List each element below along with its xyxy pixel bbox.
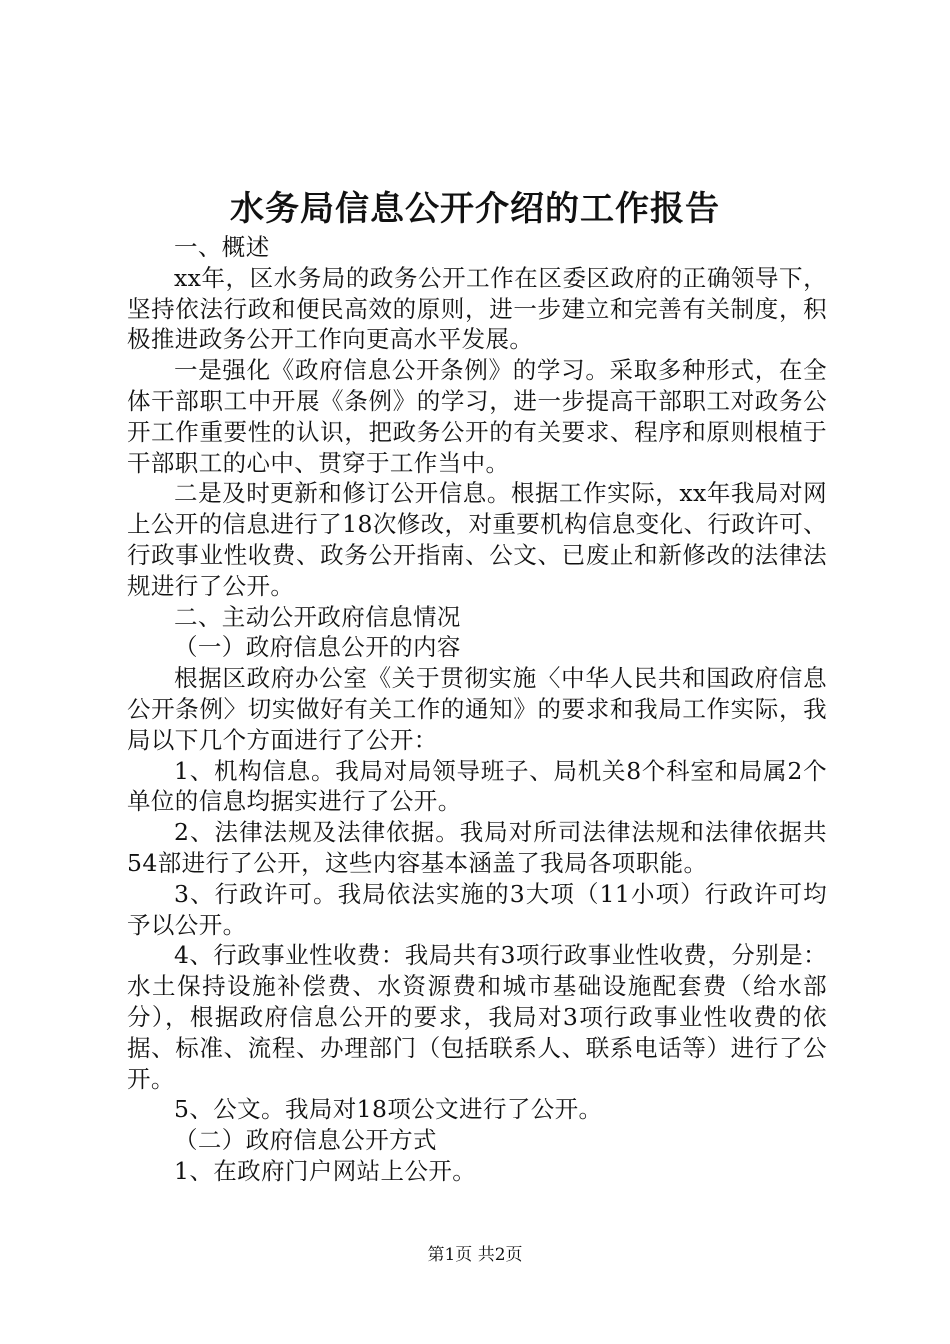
paragraph-overview: xx年，区水务局的政务公开工作在区委区政府的正确领导下，坚持依法行政和便民高效的原则，进一步建立和完善有关制度，积极推进政务公开工作向更高水平发展。 xyxy=(127,263,827,354)
list-item-documents: 5、公文。我局对18项公文进行了公开。 xyxy=(174,1095,603,1124)
document-title: 水务局信息公开介绍的工作报告 xyxy=(230,189,720,229)
subsection-heading-content: （一）政府信息公开的内容 xyxy=(174,633,461,662)
list-item-portal: 1、在政府门户网站上公开。 xyxy=(174,1156,477,1185)
section-heading-active-disclosure: 二、主动公开政府信息情况 xyxy=(174,602,461,631)
list-item-institution-info: 1、机构信息。我局对局领导班子、局机关8个科室和局属2个单位的信息均据实进行了公开。 xyxy=(127,756,827,816)
document-body xyxy=(127,232,827,1187)
list-item-fees: 4、行政事业性收费：我局共有3项行政事业性收费，分别是：水土保持设施补偿费、水资源费和城市基础设施配套费（给水部分），根据政府信息公开的要求，我局对3项行政事业性收费的依据、标准、流程、办理部门（包括联系人、联系电话等）进行了公开。 xyxy=(127,941,827,1093)
list-item-licensing: 3、行政许可。我局依法实施的3大项（11小项）行政许可均予以公开。 xyxy=(127,879,827,939)
paragraph-study-regulations: 一是强化《政府信息公开条例》的学习。采取多种形式，在全体干部职工中开展《条例》的学习，进一步提高干部职工对政务公开工作重要性的认识，把政务公开的有关要求、程序和原则根植于干部职工的心中、贯穿于工作当中。 xyxy=(127,356,827,477)
subsection-heading-methods: （二）政府信息公开方式 xyxy=(174,1126,437,1155)
page-number-footer: 第1页 共2页 xyxy=(427,1245,523,1265)
section-heading-overview: 一、概述 xyxy=(174,233,270,261)
list-item-laws: 2、法律法规及法律依据。我局对所司法律法规和法律依据共54部进行了公开，这些内容基本涵盖了我局各项职能。 xyxy=(127,818,827,877)
paragraph-update-info: 二是及时更新和修订公开信息。根据工作实际，xx年我局对网上公开的信息进行了18次修改，对重要机构信息变化、行政许可、行政事业性收费、政务公开指南、公文、已废止和新修改的法律法规进行了公开。 xyxy=(127,479,827,600)
paragraph-disclosure-basis: 根据区政府办公室《关于贯彻实施〈中华人民共和国政府信息公开条例〉切实做好有关工作的通知》的要求和我局工作实际，我局以下几个方面进行了公开： xyxy=(127,664,827,754)
